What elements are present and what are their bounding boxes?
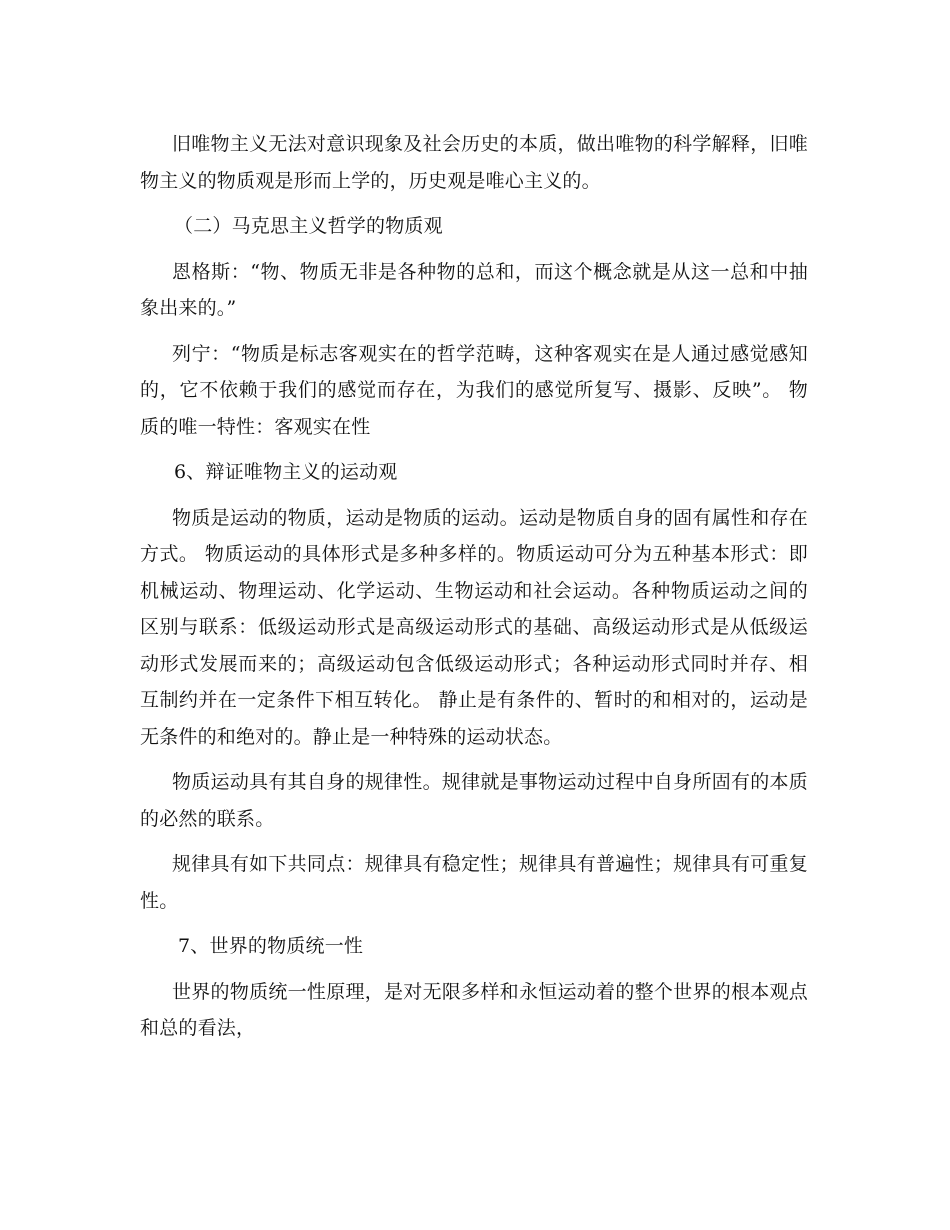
paragraph-old-materialism: 旧唯物主义无法对意识现象及社会历史的本质，做出唯物的科学解释，旧唯物主义的物质观是形而上学的，历史观是唯心主义的。 xyxy=(140,133,808,192)
paragraph-motion-law: 物质运动具有其自身的规律性。规律就是事物运动过程中自身所固有的本质的必然的联系。 xyxy=(140,771,808,830)
paragraph-motion-forms: 物质是运动的物质，运动是物质的运动。运动是物质自身的固有属性和存在方式。 物质运动的具体形式是多种多样的。物质运动可分为五种基本形式：即机械运动、物理运动、化学运动、生物运动和社会运动。各种物质运动之间的区别与联系：低级运动形式是高级运动形式的基础、高级运动形式是从低级运动形式发展而来的；高级运动包含低级运动形式；各种运动形式同时并存、相互制约并在一定条件下相互转化。 静止是有条件的、暂时的和相对的，运动是无条件的和绝对的。静止是一种特殊的运动状态。 xyxy=(140,506,808,748)
section-heading-marxist-materialism: （二）马克思主义哲学的物质观 xyxy=(174,215,443,237)
section-heading-motion-view: 6、辩证唯物主义的运动观 xyxy=(174,461,398,483)
document-body xyxy=(140,126,808,1056)
paragraph-material-unity: 世界的物质统一性原理，是对无限多样和永恒运动着的整个世界的根本观点和总的看法， xyxy=(140,980,808,1039)
paragraph-engels-quote: 恩格斯：“物、物质无非是各种物的总和，而这个概念就是从这一总和中抽象出来的。” xyxy=(140,260,808,319)
section-heading-material-unity: 7、世界的物质统一性 xyxy=(178,935,364,957)
paragraph-lenin-quote: 列宁：“物质是标志客观实在的哲学范畴，这种客观实在是人通过感觉感知的，它不依赖于我们的感觉而存在，为我们的感觉所复写、摄影、反映”。 物质的唯一特性：客观实在性 xyxy=(140,342,808,438)
paragraph-law-features: 规律具有如下共同点：规律具有稳定性；规律具有普遍性；规律具有可重复性。 xyxy=(140,853,808,912)
